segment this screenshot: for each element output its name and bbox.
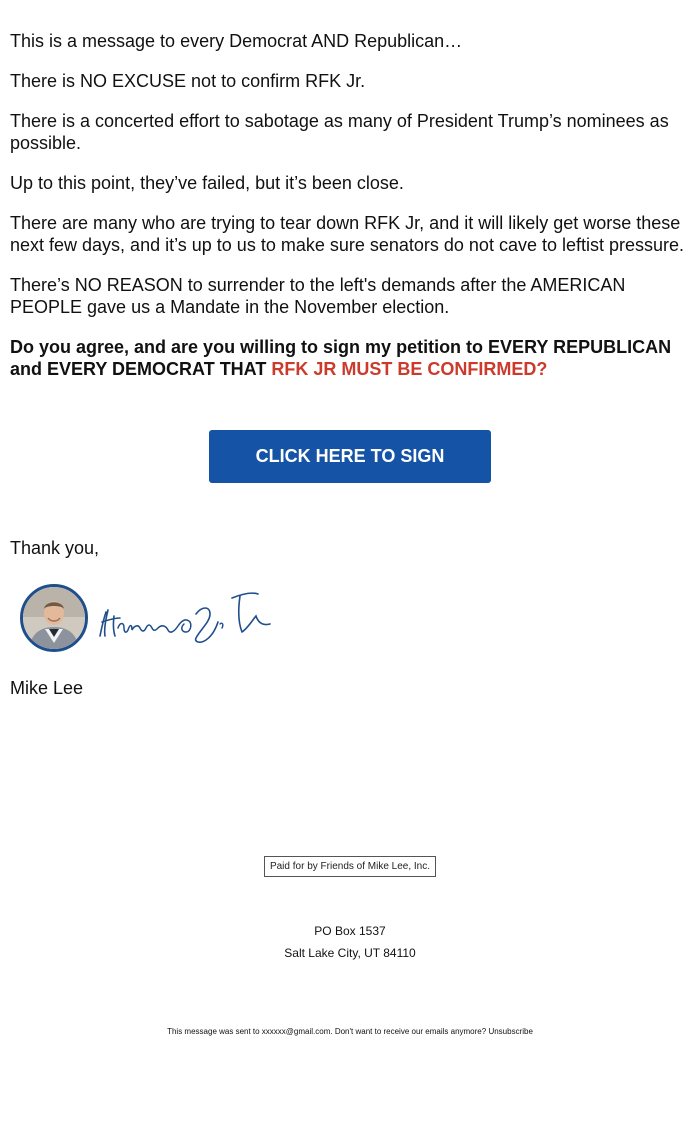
petition-question-text: Do you agree, and are you willing to sign my petition to EVERY REPUBLICAN and EVERY DEMOCRAT THAT (10, 337, 672, 379)
signature (92, 588, 278, 648)
thank-you-text: Thank you, (10, 538, 100, 558)
avatar (20, 584, 88, 652)
address-line-1: PO Box 1537 (314, 924, 386, 938)
signer-name: Mike Lee (10, 678, 84, 698)
mandate-paragraph: There’s NO REASON to surrender to the left's demands after the AMERICAN PEOPLE gave us a Mandate in the November election. (10, 275, 626, 317)
cta-container (209, 430, 491, 483)
close-paragraph: Up to this point, they’ve failed, but it’s been close. (10, 173, 404, 193)
footer-notice (0, 1027, 700, 1036)
no-excuse-paragraph: There is NO EXCUSE not to confirm RFK Jr. (10, 71, 366, 91)
footer-notice-text: This message was sent to xxxxxx@gmail.com. Don't want to receive our emails anymore? (167, 1027, 487, 1036)
intro-paragraph: This is a message to every Democrat AND Republican… (10, 31, 463, 51)
sign-petition-button[interactable]: CLICK HERE TO SIGN (209, 430, 491, 483)
email-body (10, 30, 690, 398)
tear-down-paragraph: There are many who are trying to tear down RFK Jr, and it will likely get worse these next few days, and it’s up to us to make sure senators do not cave to leftist pressure. (10, 213, 685, 255)
address-line-2: Salt Lake City, UT 84110 (284, 946, 416, 960)
unsubscribe-link[interactable]: Unsubscribe (488, 1027, 533, 1036)
petition-question-highlight: RFK JR MUST BE CONFIRMED? (271, 359, 548, 379)
sabotage-paragraph: There is a concerted effort to sabotage as many of President Trump’s nominees as possible. (10, 111, 669, 153)
handwritten-signature-icon (92, 588, 278, 648)
avatar-photo-icon (23, 587, 85, 649)
petition-question (10, 336, 690, 380)
paid-for-disclaimer: Paid for by Friends of Mike Lee, Inc. (264, 856, 436, 877)
